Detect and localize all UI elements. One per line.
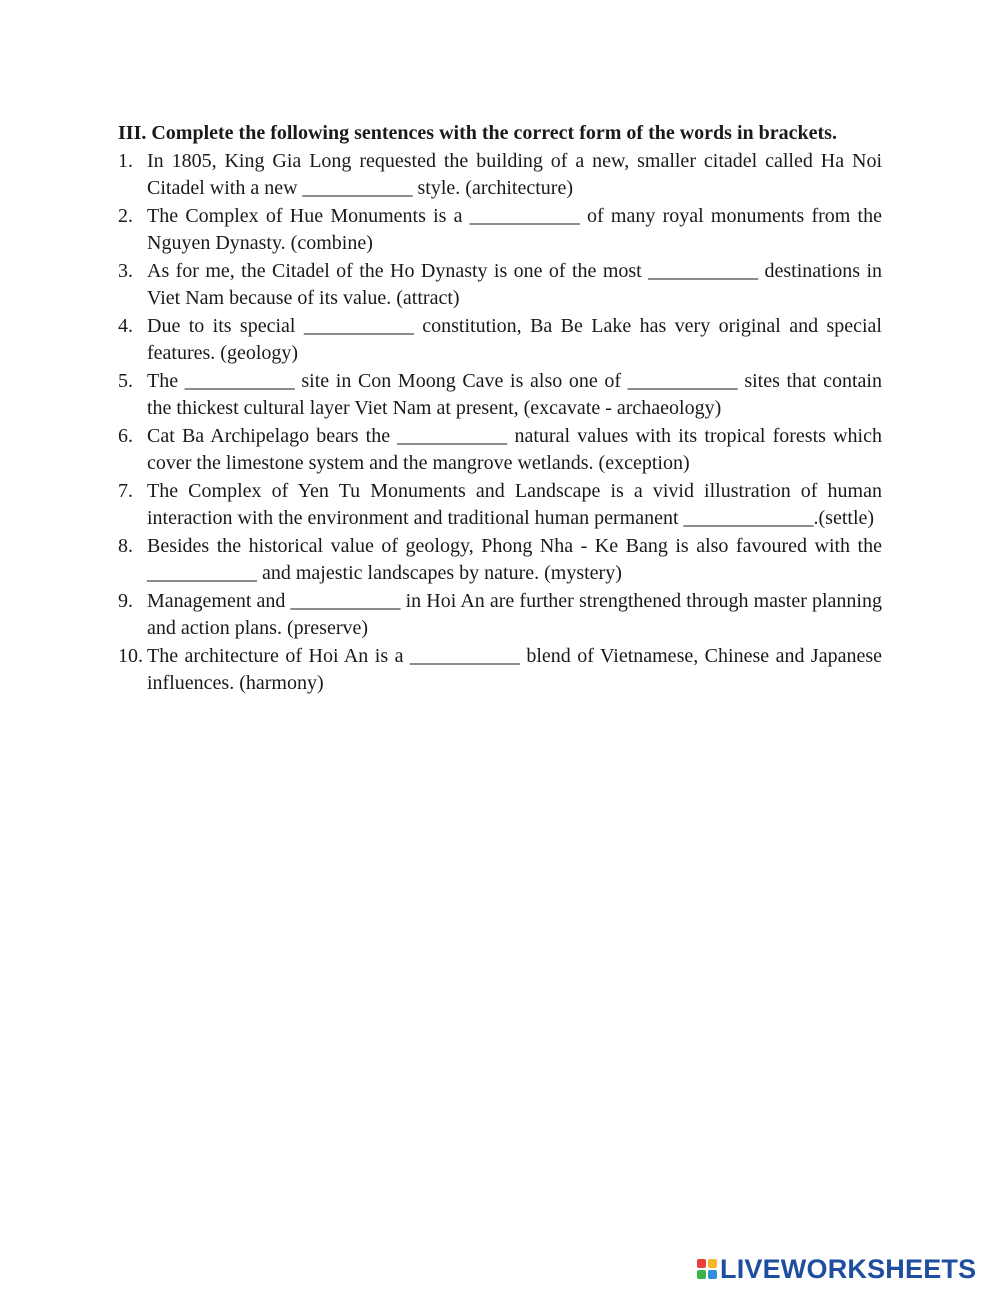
logo-square-green [697, 1270, 706, 1279]
exercise-item [118, 203, 882, 257]
item-number: 1. [118, 150, 133, 172]
item-text: The ___________ site in Con Moong Cave is also one of ___________ sites that contain the thickest cultural layer Viet Nam at present, (excavate - archaeology) [147, 370, 882, 419]
worksheet [118, 120, 882, 698]
exercise-item [118, 313, 882, 367]
item-number: 3. [118, 260, 133, 282]
item-text: Management and ___________ in Hoi An are further strengthened through master planning and action plans. (preserve) [147, 590, 882, 639]
liveworksheets-brand[interactable] [697, 1254, 976, 1284]
exercise-item [118, 368, 882, 422]
item-text: The Complex of Hue Monuments is a ___________ of many royal monuments from the Nguyen Dynasty. (combine) [147, 205, 882, 254]
exercise-item [118, 258, 882, 312]
logo-square-red [697, 1259, 706, 1268]
exercise-item [118, 148, 882, 202]
item-text: Due to its special ___________ constitution, Ba Be Lake has very original and special features. (geology) [147, 315, 882, 364]
logo-square-blue [708, 1270, 717, 1279]
item-text: In 1805, King Gia Long requested the building of a new, smaller citadel called Ha Noi Citadel with a new ___________ style. (architecture) [147, 150, 882, 199]
logo-square-yellow [708, 1259, 717, 1268]
brand-name: LIVEWORKSHEETS [720, 1253, 977, 1284]
exercise-item [118, 588, 882, 642]
exercise-item [118, 533, 882, 587]
item-text: The Complex of Yen Tu Monuments and Landscape is a vivid illustration of human interaction with the environment and traditional human permanent _____________.(settle) [147, 480, 882, 529]
item-number: 2. [118, 205, 133, 227]
item-number: 6. [118, 425, 133, 447]
item-number: 8. [118, 535, 133, 557]
liveworksheets-logo-icon [697, 1259, 717, 1279]
item-number: 7. [118, 480, 133, 502]
exercise-heading: III. Complete the following sentences with the correct form of the words in brackets. [118, 122, 837, 144]
exercise-item [118, 478, 882, 532]
exercise-item [118, 423, 882, 477]
exercise-item [118, 643, 882, 697]
item-number: 10. [118, 645, 143, 667]
item-text: As for me, the Citadel of the Ho Dynasty is one of the most ___________ destinations in Viet Nam because of its value. (attract) [147, 260, 882, 309]
item-number: 5. [118, 370, 133, 392]
item-number: 9. [118, 590, 133, 612]
item-text: Besides the historical value of geology, Phong Nha - Ke Bang is also favoured with the ___________ and majestic landscapes by nature. (mystery) [147, 535, 882, 584]
item-text: Cat Ba Archipelago bears the ___________ natural values with its tropical forests which cover the limestone system and the mangrove wetlands. (exception) [147, 425, 882, 474]
item-number: 4. [118, 315, 133, 337]
item-text: The architecture of Hoi An is a ___________ blend of Vietnamese, Chinese and Japanese influences. (harmony) [147, 645, 882, 694]
exercise-list [118, 148, 882, 697]
